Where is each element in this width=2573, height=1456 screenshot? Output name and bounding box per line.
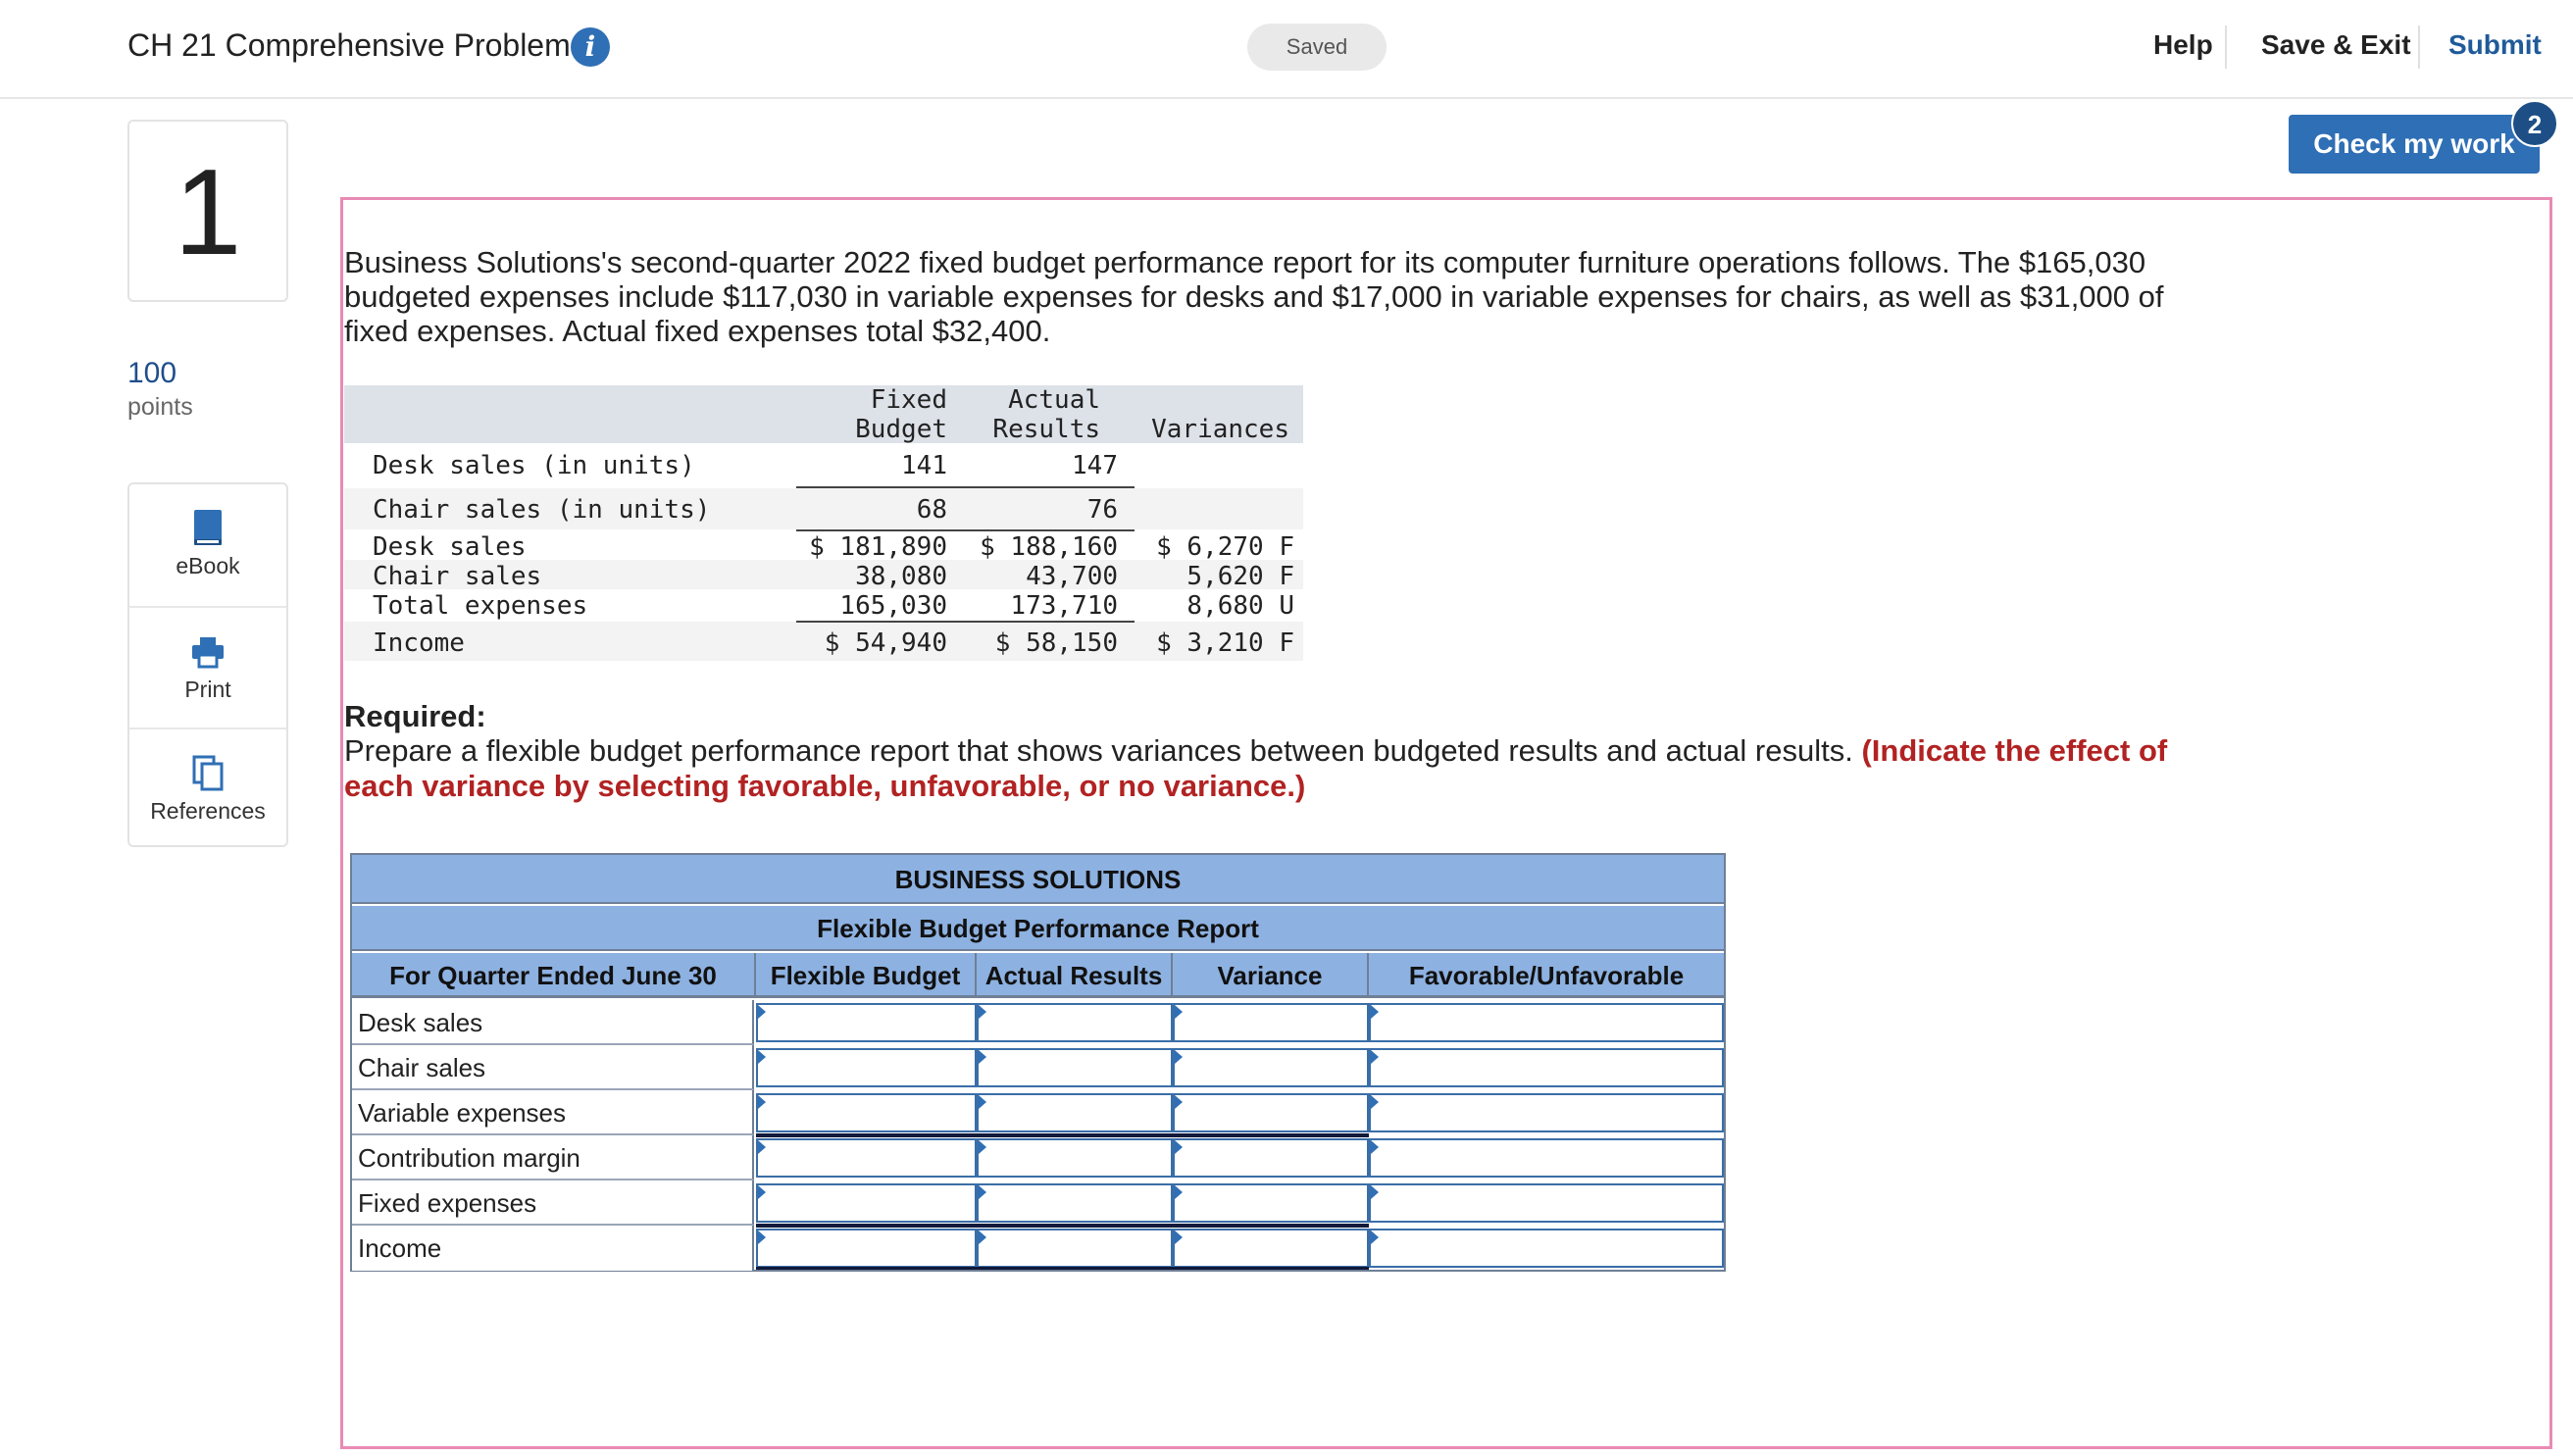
- dropdown-marker-icon: [979, 1185, 986, 1199]
- report-variance-value: 8,680 U: [1186, 591, 1294, 621]
- save-exit-link[interactable]: Save & Exit: [2261, 29, 2411, 60]
- dropdown-marker-icon: [1371, 1185, 1379, 1199]
- income-flexible-budget-input[interactable]: [756, 1229, 977, 1268]
- report-actual-value: 173,710: [1010, 591, 1118, 621]
- report-row-label: Desk sales (in units): [373, 451, 695, 480]
- dropdown-marker-icon: [758, 1005, 766, 1019]
- report-title: Flexible Budget Performance Report: [352, 906, 1724, 951]
- references-button[interactable]: [129, 728, 286, 849]
- row-label-chair-sales: Chair sales: [352, 1045, 754, 1090]
- company-name: BUSINESS SOLUTIONS: [352, 855, 1724, 904]
- income-effect-select[interactable]: [1369, 1229, 1724, 1268]
- report-fixed-value: 38,080: [855, 562, 947, 591]
- references-label: References: [150, 798, 266, 824]
- dropdown-marker-icon: [1175, 1005, 1183, 1019]
- variable-expenses-variance-input[interactable]: [1173, 1093, 1369, 1132]
- col-head-variances: Variances: [1151, 415, 1289, 444]
- dropdown-marker-icon: [758, 1230, 766, 1244]
- variable-expenses-effect-select[interactable]: [1369, 1093, 1724, 1132]
- dropdown-marker-icon: [1371, 1050, 1379, 1064]
- submit-link[interactable]: Submit: [2448, 29, 2542, 60]
- dropdown-marker-icon: [758, 1095, 766, 1109]
- row-label-fixed-expenses: Fixed expenses: [352, 1180, 754, 1226]
- tool-panel: [127, 482, 288, 847]
- required-text: Prepare a flexible budget performance report that shows variances between budgeted results and actual results.: [344, 733, 1862, 768]
- desk-sales-flexible-budget-input[interactable]: [756, 1003, 977, 1042]
- report-actual-value: 147: [1072, 451, 1118, 480]
- dropdown-marker-icon: [979, 1005, 986, 1019]
- required-emphasis: (Indicate the effect of each variance by selecting favorable, unfavorable, or no variance.): [344, 733, 2168, 803]
- col-header-variance: Variance: [1173, 953, 1369, 998]
- report-fixed-value: 141: [901, 451, 947, 480]
- dropdown-marker-icon: [1371, 1230, 1379, 1244]
- dropdown-marker-icon: [1371, 1140, 1379, 1154]
- fixed-expenses-actual-input[interactable]: [977, 1183, 1173, 1223]
- report-row-label: Total expenses: [373, 591, 588, 621]
- income-actual-input[interactable]: [977, 1229, 1173, 1268]
- points-label: points: [127, 393, 193, 421]
- chair-sales-effect-select[interactable]: [1369, 1048, 1724, 1087]
- required-heading: Required:: [344, 699, 486, 733]
- fixed-expenses-effect-select[interactable]: [1369, 1183, 1724, 1223]
- dropdown-marker-icon: [1175, 1050, 1183, 1064]
- desk-sales-effect-select[interactable]: [1369, 1003, 1724, 1042]
- subtotal-rule: [756, 1133, 1369, 1137]
- col-head-fixed: Fixed: [870, 385, 947, 415]
- col-header-fav-unfav: Favorable/Unfavorable: [1369, 953, 1724, 998]
- report-row-label: Chair sales: [373, 562, 542, 591]
- col-header-period: For Quarter Ended June 30: [352, 953, 756, 998]
- top-bar: [0, 0, 2573, 99]
- fixed-expenses-flexible-budget-input[interactable]: [756, 1183, 977, 1223]
- total-rule: [756, 1267, 1369, 1270]
- dropdown-marker-icon: [1175, 1095, 1183, 1109]
- copy-icon: [190, 753, 226, 792]
- report-variance-value: 5,620 F: [1186, 562, 1294, 591]
- variable-expenses-actual-input[interactable]: [977, 1093, 1173, 1132]
- dropdown-marker-icon: [979, 1095, 986, 1109]
- assignment-title: CH 21 Comprehensive Problem: [127, 27, 571, 63]
- help-link[interactable]: Help: [2153, 29, 2213, 60]
- report-actual-value: $ 58,150: [994, 628, 1118, 658]
- problem-intro: Business Solutions's second-quarter 2022 fixed budget performance report for its computer furniture operations follows. The $165,030 budgeted expenses include $117,030 in variable expenses for desks and $17,000 in variable expenses for chairs, as well as $31,000 of fixed expenses. Actual fixed expenses total $32,400.: [344, 245, 2164, 348]
- dropdown-marker-icon: [979, 1140, 986, 1154]
- report-fixed-value: $ 54,940: [824, 628, 947, 658]
- dropdown-marker-icon: [1175, 1185, 1183, 1199]
- col-header-actual-results: Actual Results: [977, 953, 1173, 998]
- contribution-margin-flexible-budget-input[interactable]: [756, 1138, 977, 1178]
- ebook-button[interactable]: [129, 484, 286, 606]
- dropdown-marker-icon: [1371, 1095, 1379, 1109]
- header-divider: [2225, 25, 2227, 69]
- dropdown-marker-icon: [979, 1230, 986, 1244]
- printer-icon: [190, 631, 226, 671]
- dropdown-marker-icon: [758, 1140, 766, 1154]
- report-actual-value: $ 188,160: [980, 532, 1118, 562]
- print-button[interactable]: [129, 606, 286, 728]
- contribution-margin-effect-select[interactable]: [1369, 1138, 1724, 1178]
- report-actual-value: 43,700: [1026, 562, 1118, 591]
- row-label-income: Income: [352, 1226, 754, 1271]
- contribution-margin-actual-input[interactable]: [977, 1138, 1173, 1178]
- report-rule: [796, 621, 1135, 623]
- desk-sales-variance-input[interactable]: [1173, 1003, 1369, 1042]
- report-variance-value: $ 6,270 F: [1156, 532, 1294, 562]
- report-fixed-value: $ 181,890: [809, 532, 947, 562]
- row-label-contribution-margin: Contribution margin: [352, 1135, 754, 1180]
- dropdown-marker-icon: [758, 1050, 766, 1064]
- row-label-desk-sales: Desk sales: [352, 1000, 754, 1045]
- dropdown-marker-icon: [1175, 1230, 1183, 1244]
- report-fixed-value: 165,030: [839, 591, 947, 621]
- row-label-variable-expenses: Variable expenses: [352, 1090, 754, 1135]
- dropdown-marker-icon: [1371, 1005, 1379, 1019]
- subtotal-rule: [756, 1224, 1369, 1228]
- flexible-budget-table: [350, 853, 1726, 1272]
- variable-expenses-flexible-budget-input[interactable]: [756, 1093, 977, 1132]
- report-actual-value: 76: [1086, 495, 1118, 525]
- fixed-expenses-variance-input[interactable]: [1173, 1183, 1369, 1223]
- dropdown-marker-icon: [979, 1050, 986, 1064]
- col-head-actual: Results: [992, 415, 1100, 444]
- col-head-actual: Actual: [1008, 385, 1100, 415]
- attempts-badge: 2: [2511, 100, 2558, 147]
- book-icon: [190, 508, 226, 547]
- col-head-fixed: Budget: [855, 415, 947, 444]
- required-instructions: [344, 733, 2207, 804]
- print-label: Print: [184, 677, 231, 702]
- chair-sales-actual-input[interactable]: [977, 1048, 1173, 1087]
- report-row-label: Chair sales (in units): [373, 495, 711, 525]
- ebook-label: eBook: [176, 553, 240, 578]
- report-rule: [796, 486, 1135, 488]
- col-header-flexible-budget: Flexible Budget: [756, 953, 977, 998]
- report-row-label: Income: [373, 628, 465, 658]
- contribution-margin-variance-input[interactable]: [1173, 1138, 1369, 1178]
- chair-sales-flexible-budget-input[interactable]: [756, 1048, 977, 1087]
- dropdown-marker-icon: [1175, 1140, 1183, 1154]
- income-variance-input[interactable]: [1173, 1229, 1369, 1268]
- desk-sales-actual-input[interactable]: [977, 1003, 1173, 1042]
- report-row-label: Desk sales: [373, 532, 527, 562]
- info-icon[interactable]: i: [571, 27, 610, 67]
- header-divider: [2418, 25, 2420, 69]
- report-variance-value: $ 3,210 F: [1156, 628, 1294, 658]
- chair-sales-variance-input[interactable]: [1173, 1048, 1369, 1087]
- question-number: 1: [127, 120, 288, 302]
- check-my-work-button[interactable]: Check my work: [2289, 115, 2540, 174]
- saved-status: Saved: [1247, 24, 1387, 71]
- points-value: 100: [127, 357, 177, 389]
- report-fixed-value: 68: [916, 495, 947, 525]
- dropdown-marker-icon: [758, 1185, 766, 1199]
- report-rule: [796, 529, 1135, 531]
